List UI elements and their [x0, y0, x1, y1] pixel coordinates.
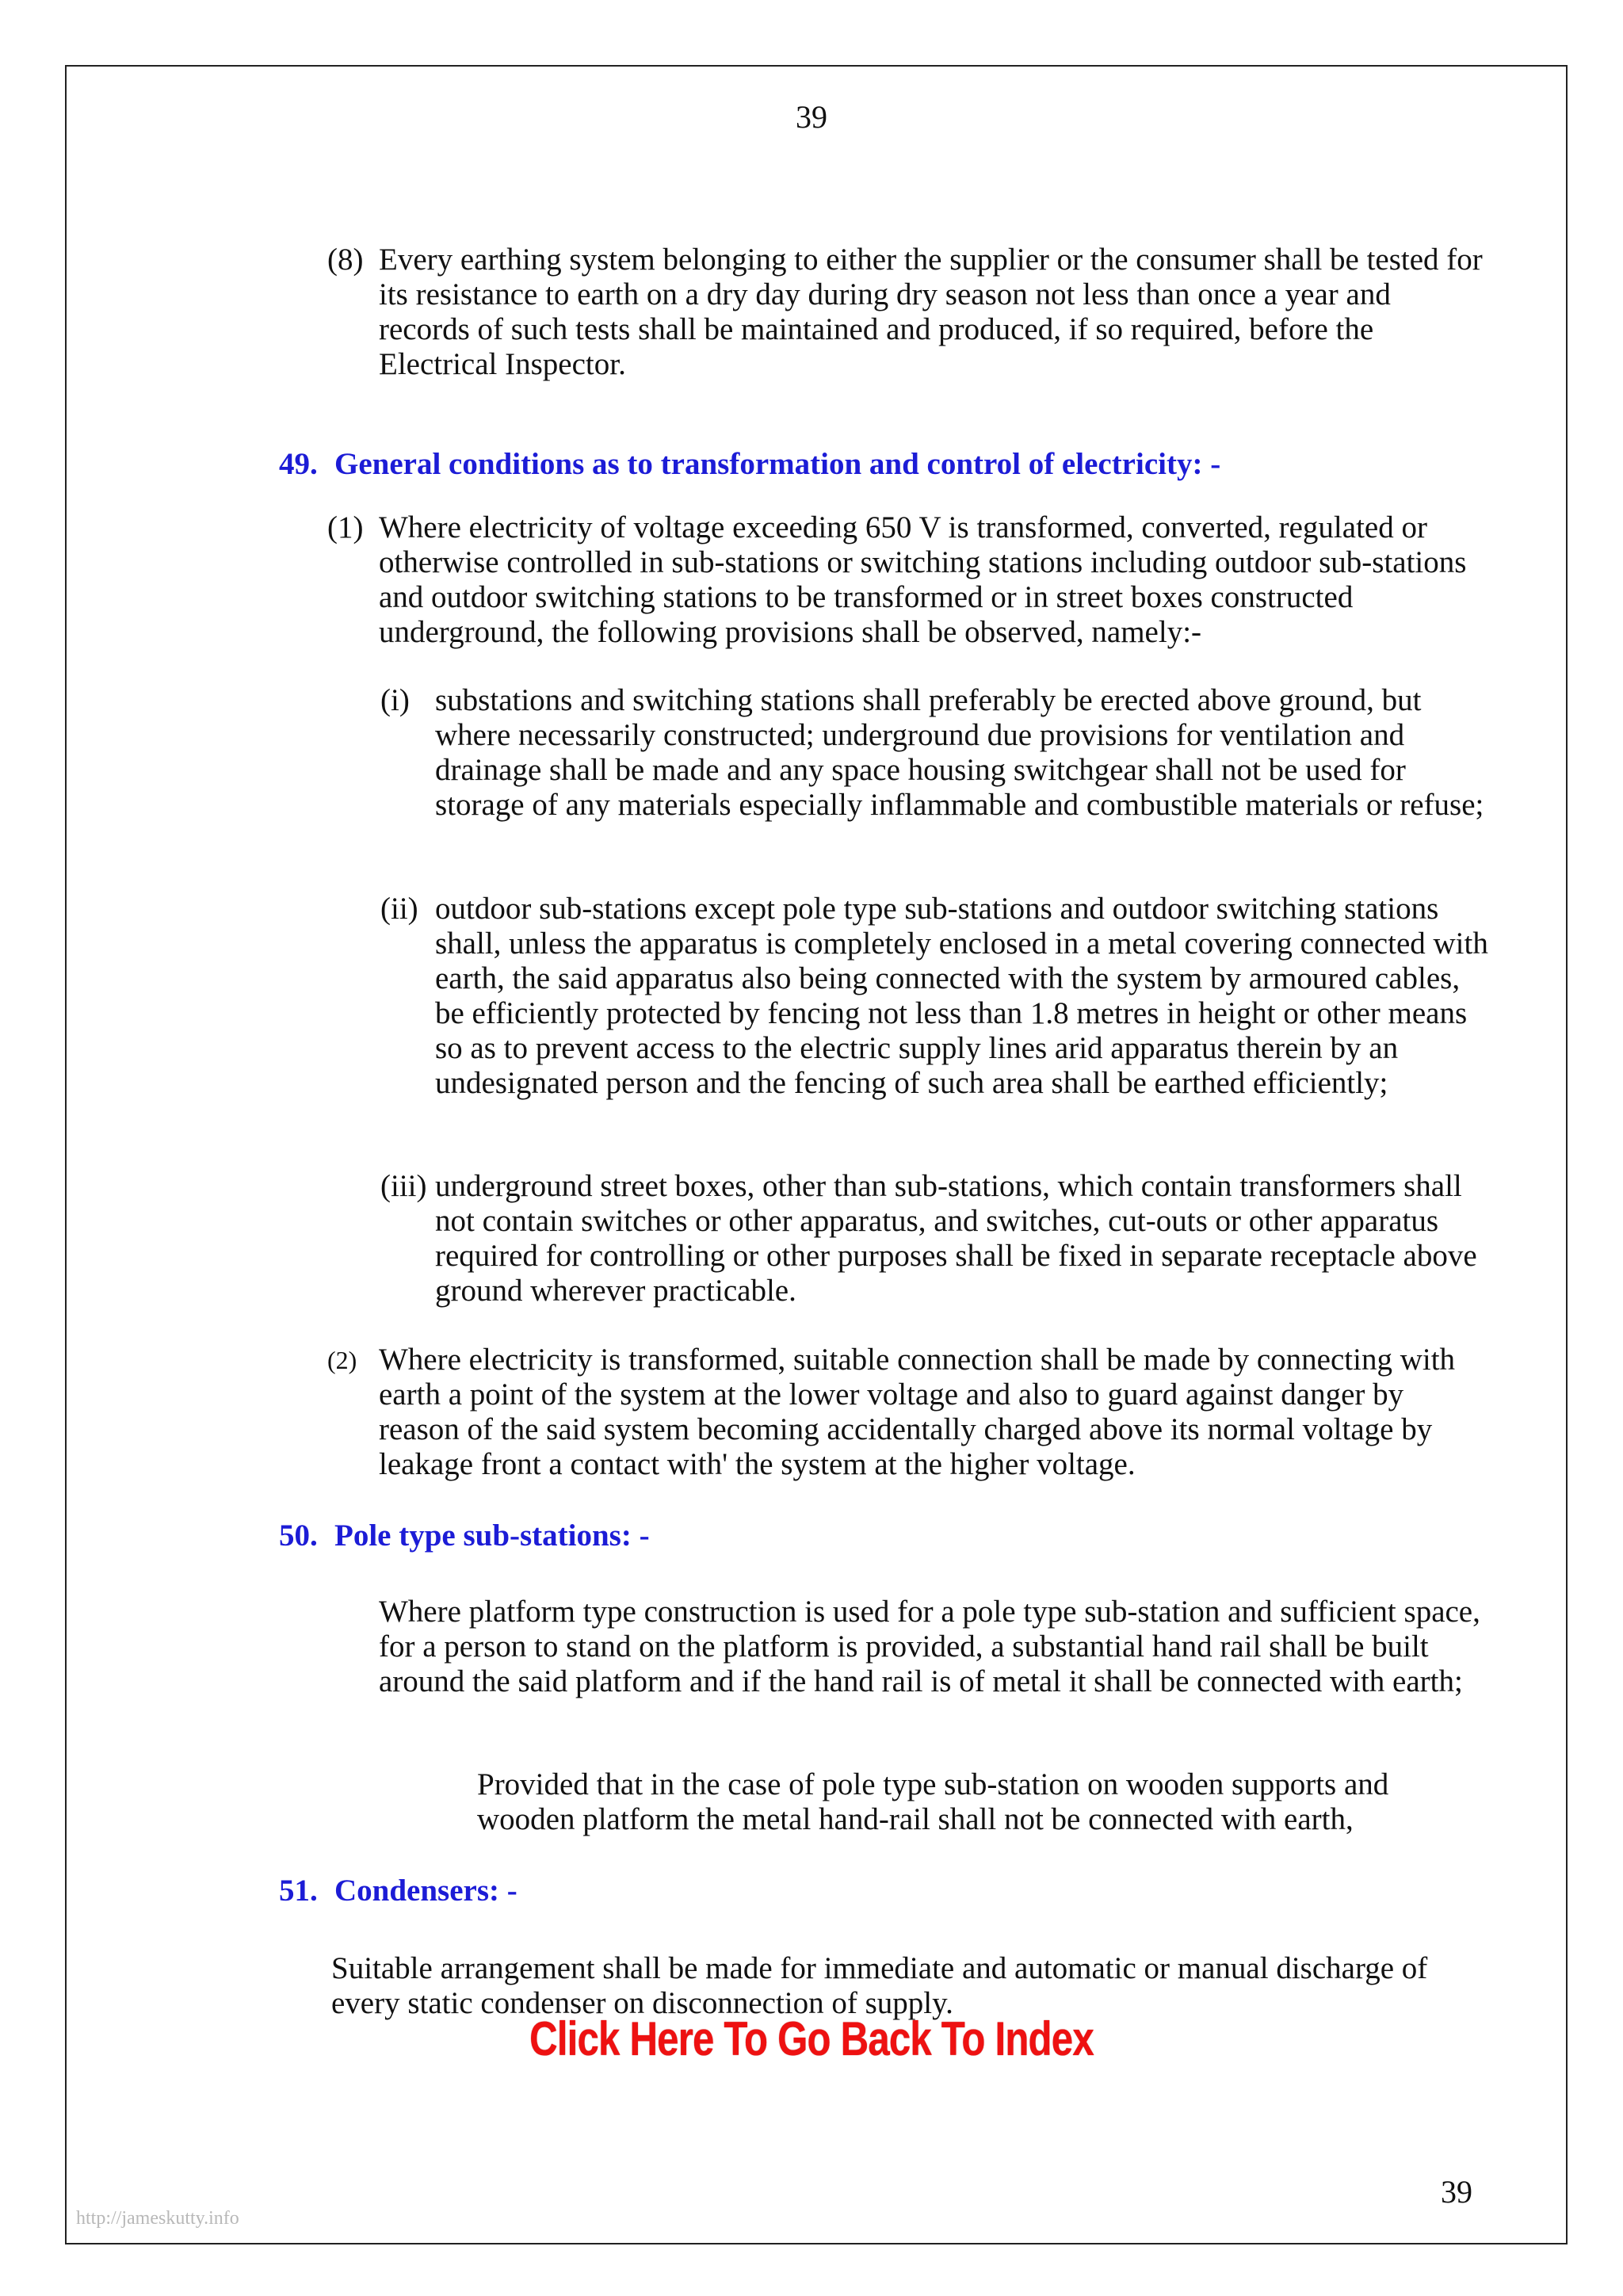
item-number: (ii): [380, 892, 418, 926]
section-51-heading: [279, 1874, 1547, 1908]
clause-text: Every earthing system belonging to either the supplier or the consumer shall be tested for its resistance to earth on a dry day during dry season not less than once a year and records of such tests shall be maintained and produced, if so required, before the Electrical Inspector.: [379, 243, 1483, 381]
footer-url: http://jameskutty.info: [76, 2208, 239, 2229]
item-text: substations and switching stations shall preferably be erected above ground, but where necessarily constructed; underground due provisions for ventilation and drainage shall be made and any space housing switchgear shall not be used for storage of any materials especially inflammable and combustible materials or refuse;: [435, 683, 1484, 822]
page-border: [65, 65, 1568, 2244]
section-51-body: Suitable arrangement shall be made for immediate and automatic or manual discharge of every static condenser on disconnection of supply.: [331, 1951, 1428, 2020]
section-50-proviso: Provided that in the case of pole type sub-station on wooden supports and wooden platform the metal hand-rail shall not be connected with earth,: [477, 1767, 1389, 1836]
item-text: underground street boxes, other than sub-stations, which contain transformers shall not contain switches or other apparatus, and switches, cut-outs or other apparatus required for controlling or other purposes shall be fixed in separate receptacle above ground wherever practicable.: [435, 1169, 1477, 1308]
section-number: 51.: [279, 1874, 318, 1908]
section-number: 49.: [279, 447, 318, 481]
item-number: (i): [380, 683, 410, 717]
clause-number: (2): [327, 1346, 357, 1374]
section-title: General conditions as to transformation and control of electricity: -: [334, 447, 1221, 481]
page-number-top: 39: [796, 99, 827, 135]
clause-number: (1): [327, 510, 364, 544]
page-number-bottom: 39: [1441, 2174, 1472, 2210]
section-49-heading: [279, 447, 1547, 482]
clause-number: (8): [327, 243, 364, 277]
section-title: Condensers: -: [334, 1874, 517, 1908]
item-number: (iii): [380, 1169, 427, 1203]
clause-text: Where electricity is transformed, suitable connection shall be made by connecting with earth a point of the system at the lower voltage and also to guard against danger by reason of the said system becoming accidentally charged above its normal voltage by leakage front a contact with' the system at the higher voltage.: [379, 1343, 1456, 1481]
section-title: Pole type sub-stations: -: [334, 1519, 650, 1553]
back-to-index-link[interactable]: Click Here To Go Back To Index: [529, 2012, 1094, 2065]
section-50-body: Where platform type construction is used for a pole type sub-station and sufficient space, for a person to stand on the platform is provided, a substantial hand rail shall be built around the said platform and if the hand rail is of metal it shall be connected with earth;: [379, 1595, 1480, 1698]
clause-text: Where electricity of voltage exceeding 650 V is transformed, converted, regulated or otherwise controlled in sub-stations or switching stations including outdoor sub-stations and outdoor switching stations to be transformed or in street boxes constructed underground, the following provisions shall be observed, namely:-: [379, 510, 1467, 649]
section-50-heading: [279, 1519, 1547, 1553]
item-text: outdoor sub-stations except pole type sub-stations and outdoor switching stations shall, unless the apparatus is completely enclosed in a metal covering connected with earth, the said apparatus also being connected with the system by armoured cables, be efficiently protected by fencing not less than 1.8 metres in height or other means so as to prevent access to the electric supply lines arid apparatus therein by an undesignated person and the fencing of such area shall be earthed efficiently;: [435, 892, 1488, 1100]
section-number: 50.: [279, 1519, 318, 1553]
